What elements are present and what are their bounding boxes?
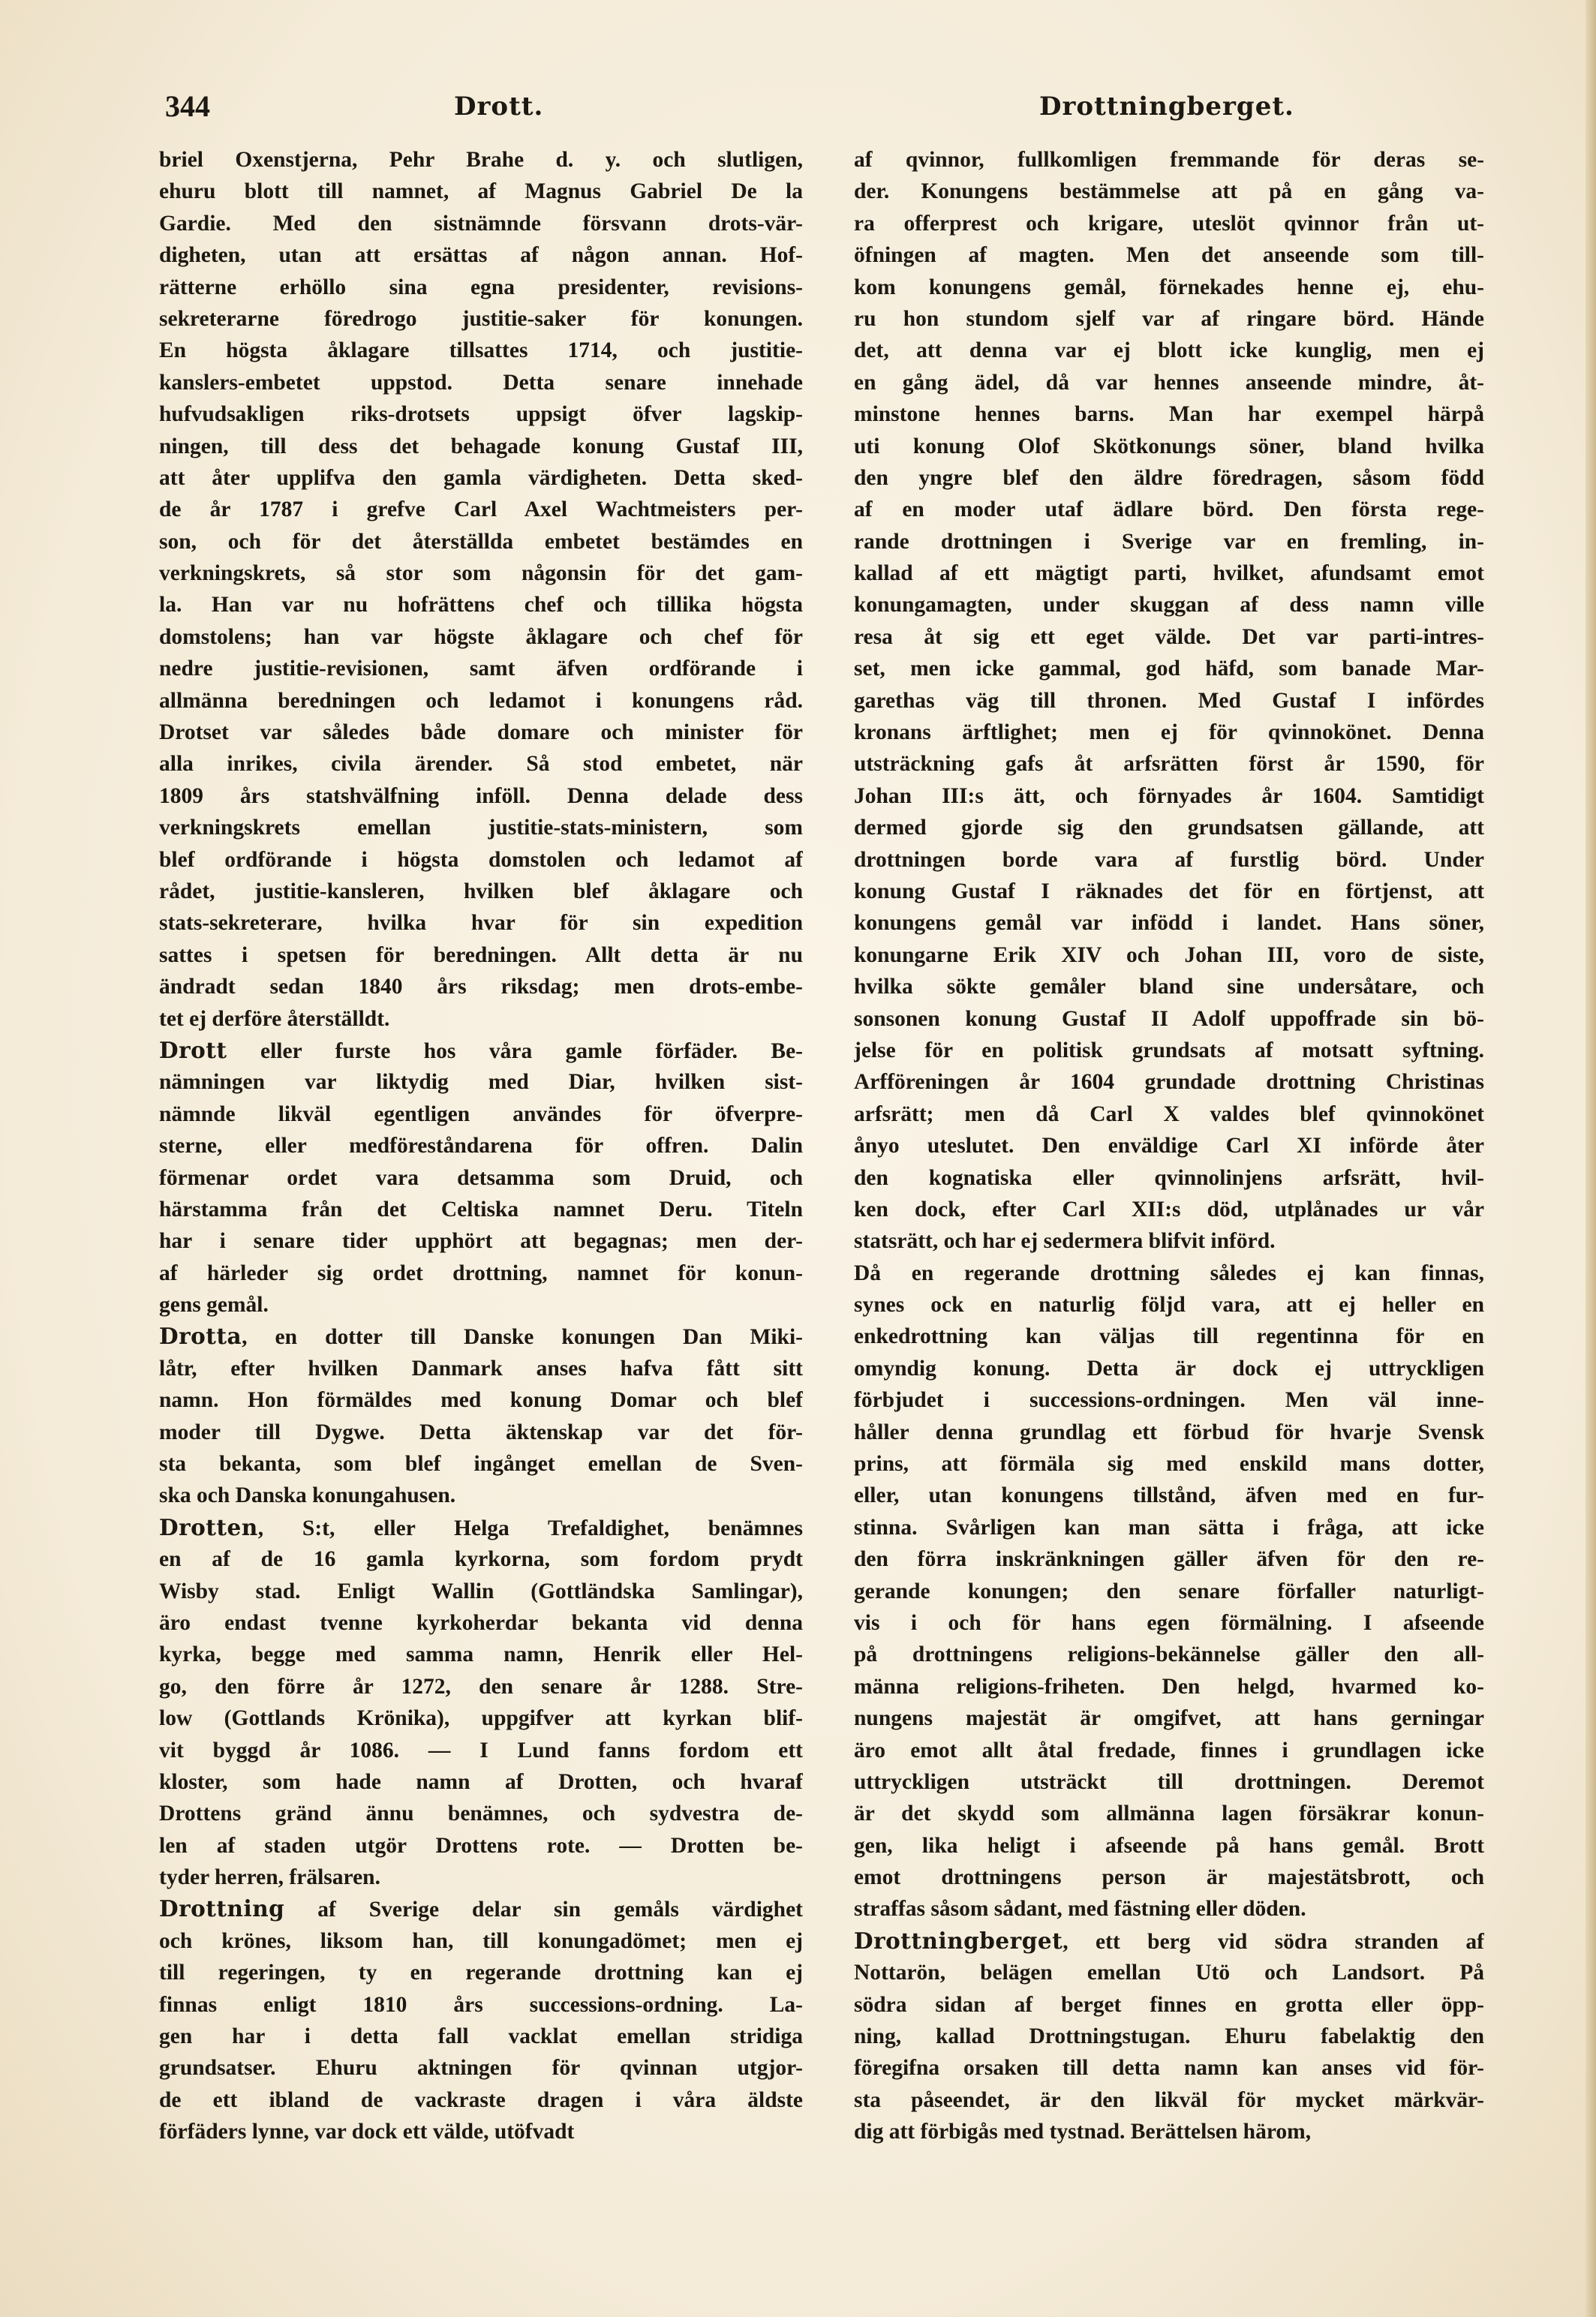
entry-headword: Drottning — [159, 1895, 285, 1922]
text-column-right — [854, 144, 1484, 2148]
text-line: domstolens; han var högste åklagare och chef för — [159, 624, 803, 649]
text-line: resa åt sig ett eget välde. Det var parti-intres- — [854, 624, 1484, 649]
text-line: konungarne Erik XIV och Johan III, voro de siste, — [854, 942, 1484, 967]
text-line: briel Oxenstjerna, Pehr Brahe d. y. och slutligen, — [159, 148, 803, 172]
text-line: dermed gjorde sig den grundsatsen gällande, att — [854, 816, 1484, 840]
text-line: omyndig konung. Detta är dock ej uttryckligen — [854, 1356, 1484, 1381]
text-line: Johan III:s ätt, och förnyades år 1604. Samtidigt — [854, 783, 1484, 808]
text-line: har i senare tider upphört att begagnas; men der- — [159, 1229, 803, 1254]
text-line: Wisby stad. Enligt Wallin (Gottländska Samlingar), — [159, 1579, 803, 1603]
text-line: digheten, utan att ersättas af någon annan. Hof- — [159, 243, 803, 268]
text-line: son, och för det återställda embetet bestämdes en — [159, 529, 803, 554]
text-line: rätterne erhöllo sina egna presidenter, revisions- — [159, 275, 803, 299]
text-line: Drotset var således både domare och minister för — [159, 720, 803, 745]
text-line: en af de 16 gamla kyrkorna, som fordom prydt — [159, 1547, 803, 1572]
text-line: namn. Hon förmäldes med konung Domar och blef — [159, 1388, 803, 1413]
text-line: verkningskrets, så stor som någonsin för det gam- — [159, 561, 803, 586]
text-line: sterne, eller medföreståndarena för offren. Dalin — [159, 1134, 803, 1158]
text-line: den yngre blef den äldre föredragen, såsom född — [854, 465, 1484, 490]
page-number: 344 — [165, 89, 210, 123]
text-line: ru hon stundom sjelf var af ringare börd. Hände — [854, 306, 1484, 331]
text-line: Drottningberget, ett berg vid södra stranden af — [854, 1927, 1484, 1954]
text-line: kanslers-embetet uppstod. Detta senare innehade — [159, 370, 803, 395]
text-line: grundsatser. Ehuru aktningen för qvinnan utgjor- — [159, 2056, 803, 2081]
text-line: den kognatiska eller qvinnolinjens arfsrätt, hvil- — [854, 1165, 1484, 1190]
text-line: eller, utan konungens tillstånd, äfven med en fur- — [854, 1483, 1484, 1508]
text-line: gen har i detta fall vacklat emellan stridiga — [159, 2024, 803, 2049]
text-line: dig att förbigås med tystnad. Berättelsen härom, — [854, 2120, 1312, 2144]
text-line: finnas enligt 1810 års successions-ordning. La- — [159, 1992, 803, 2017]
text-line: emot drottningens person är majestätsbrott, och — [854, 1865, 1484, 1890]
text-line: blef ordförande i högsta domstolen och ledamot af — [159, 847, 803, 872]
text-line: der. Konungens bestämmelse att på en gång va- — [854, 179, 1484, 204]
text-line: sonsonen konung Gustaf II Adolf uppoffrade sin bö- — [854, 1006, 1484, 1031]
text-line: Arfföreningen år 1604 grundade drottning Christinas — [854, 1070, 1484, 1095]
text-line: kloster, som hade namn af Drotten, och hvaraf — [159, 1769, 803, 1794]
text-line: alla inrikes, civila ärender. Så stod embetet, när — [159, 752, 803, 777]
text-line: på drottningens religions-bekännelse gäller den all- — [854, 1642, 1484, 1667]
text-line: jelse för en politisk grundsats af motsatt syftning. — [854, 1038, 1484, 1062]
text-line: håller denna grundlag ett förbud för hvarje Svensk — [854, 1420, 1484, 1444]
text-column-left — [159, 144, 803, 2148]
text-line: kronans ärftlighet; men ej för qvinnokönet. Denna — [854, 720, 1484, 745]
text-line: straffas såsom sådant, med fästning eller döden. — [854, 1897, 1306, 1922]
right-running-head: Drottningberget. — [1039, 92, 1294, 122]
text-line: Gardie. Med den sistnämnde försvann drots-vär- — [159, 211, 803, 236]
text-line: sekreterarne föredrogo justitie-saker för konungen. — [159, 306, 803, 331]
text-line: hufvudsakligen riks-drotsets uppsigt öfver lagskip- — [159, 402, 803, 427]
text-line: gen, lika heligt i afseende på hans gemål. Brott — [854, 1833, 1484, 1858]
text-line: utsträckning gafs åt arfsrätten först år 1590, för — [854, 752, 1484, 777]
text-line: nedre justitie-revisionen, samt äfven ordförande i — [159, 657, 803, 681]
text-line: förfäders lynne, var dock ett välde, utöfvadt — [159, 2120, 575, 2144]
text-line: nämnde likväl egentligen användes för öfverpre- — [159, 1101, 803, 1126]
text-line: Nottarön, belägen emellan Utö och Landsort. På — [854, 1961, 1484, 1985]
text-line: synes ock en naturlig följd vara, att ej heller en — [854, 1293, 1484, 1318]
text-line: sattes i spetsen för beredningen. Allt detta är nu — [159, 942, 803, 967]
text-line: Drotta, en dotter till Danske konungen Dan Miki- — [159, 1323, 803, 1350]
text-line: garethas väg till thronen. Med Gustaf I infördes — [854, 688, 1484, 713]
text-line: låtr, efter hvilken Danmark anses hafva fått sitt — [159, 1356, 803, 1381]
text-line: konungamagten, under skuggan af dess namn ville — [854, 593, 1484, 618]
text-line: äro emot allt åtal fredade, finnes i grundlagen icke — [854, 1738, 1484, 1763]
text-line: moder till Dygwe. Detta äktenskap var det för- — [159, 1420, 803, 1444]
text-line: föregifna orsaken till detta namn kan anses vid för- — [854, 2056, 1484, 2081]
text-line: rande drottningen i Sverige var en fremling, in- — [854, 529, 1484, 554]
text-line: det, att denna var ej blott icke kunglig, men ej — [854, 338, 1484, 363]
text-line: ska och Danska konungahusen. — [159, 1483, 456, 1508]
text-line: härstamma från det Celtiska namnet Deru. Titeln — [159, 1197, 803, 1222]
entry-headword: Drotta — [159, 1323, 242, 1350]
text-line: Drottning af Sverige delar sin gemåls värdighet — [159, 1895, 803, 1922]
text-line: ånyo uteslutet. Den enväldige Carl XI införde åter — [854, 1134, 1484, 1158]
text-line: Drottens gränd ännu benämnes, och sydvestra de- — [159, 1802, 803, 1826]
text-line: den förra inskränkningen gäller äfven för den re- — [854, 1547, 1484, 1572]
text-line: Då en regerande drottning således ej kan finnas, — [854, 1261, 1484, 1285]
text-line: uttryckligen utsträckt till drottningen. Deremot — [854, 1769, 1484, 1794]
text-line: verkningskrets emellan justitie-stats-ministern, som — [159, 816, 803, 840]
text-line: stinna. Svårligen kan man sätta i fråga, att icke — [854, 1515, 1484, 1540]
entry-headword: Drottningberget — [854, 1927, 1063, 1954]
text-line: och krönes, liksom han, till konungadömet; men ej — [159, 1928, 803, 1953]
text-line: ra offerprest och krigare, uteslöt qvinnor från ut- — [854, 211, 1484, 236]
text-line: sta bekanta, som blef ingånget emellan de Sven- — [159, 1452, 803, 1477]
text-line: af härleder sig ordet drottning, namnet för konun- — [159, 1261, 803, 1285]
text-line: ändradt sedan 1840 års riksdag; men drots-embe- — [159, 975, 803, 999]
text-line: len af staden utgör Drottens rote. — Drotten be- — [159, 1833, 803, 1858]
text-line: arfsrätt; men då Carl X valdes blef qvinnokönet — [854, 1101, 1484, 1126]
text-line: minstone hennes barns. Man har exempel härpå — [854, 402, 1484, 427]
text-line: set, men icke gammal, god häfd, som banade Mar- — [854, 657, 1484, 681]
text-line: gerande konungen; den senare förfaller naturligt- — [854, 1579, 1484, 1603]
text-line: vis i och för hans egen förmälning. I afseende — [854, 1610, 1484, 1635]
text-line: kom konungens gemål, förnekades henne ej, ehu- — [854, 275, 1484, 299]
text-line: sta påseendet, är den likväl för mycket märkvär- — [854, 2087, 1484, 2112]
text-line: prins, att förmäla sig med enskild mans dotter, — [854, 1452, 1484, 1477]
text-line: stats-sekreterare, hvilka hvar för sin expedition — [159, 911, 803, 936]
text-line: tyder herren, frälsaren. — [159, 1865, 380, 1890]
text-line: drottningen borde vara af furstlig börd. Under — [854, 847, 1484, 872]
text-line: ken dock, efter Carl XII:s död, utplånades ur vår — [854, 1197, 1484, 1222]
text-line: nämningen var liktydig med Diar, hvilken sist- — [159, 1070, 803, 1095]
text-line: vit byggd år 1086. — I Lund fanns fordom ett — [159, 1738, 803, 1763]
text-line: ning, kallad Drottningstugan. Ehuru fabelaktig den — [854, 2024, 1484, 2049]
text-line: allmänna beredningen och ledamot i konungens råd. — [159, 688, 803, 713]
text-line: enkedrottning kan väljas till regentinna för en — [854, 1324, 1484, 1349]
text-line: konungens gemål var infödd i landet. Hans söner, — [854, 911, 1484, 936]
text-line: statsrätt, och har ej sedermera blifvit införd. — [854, 1229, 1276, 1254]
entry-headword: Drott — [159, 1036, 227, 1063]
text-line: männa religions-friheten. Den helgd, hvarmed ko- — [854, 1674, 1484, 1699]
text-line: tet ej derföre återställdt. — [159, 1006, 390, 1031]
text-line: att åter upplifva den gamla värdigheten. Detta sked- — [159, 465, 803, 490]
left-running-head: Drott. — [454, 92, 544, 122]
text-line: till regeringen, ty en regerande drottning kan ej — [159, 1961, 803, 1985]
text-line: nungens majestät är omgifvet, att hans gerningar — [854, 1706, 1484, 1731]
text-line: rådet, justitie-kansleren, hvilken blef åklagare och — [159, 879, 803, 903]
text-line: la. Han var nu hofrättens chef och tillika högsta — [159, 593, 803, 618]
text-line: södra sidan af berget finnes en grotta eller öpp- — [854, 1992, 1484, 2017]
text-line: go, den förre år 1272, den senare år 1288. Stre- — [159, 1674, 803, 1699]
text-line: low (Gottlands Krönika), uppgifver att kyrkan blif- — [159, 1706, 803, 1731]
text-line: kallad af ett mägtigt parti, hvilket, afundsamt emot — [854, 561, 1484, 586]
text-line: 1809 års statshvälfning inföll. Denna delade dess — [159, 783, 803, 808]
text-line: af en moder utaf ädlare börd. Den första rege- — [854, 497, 1484, 522]
page-edge-shadow — [1585, 0, 1596, 2317]
text-line: en gång ädel, då var hennes anseende mindre, åt- — [854, 370, 1484, 395]
text-line: Drott eller furste hos våra gamle förfäder. Be- — [159, 1036, 803, 1063]
text-line: En högsta åklagare tillsattes 1714, och justitie- — [159, 338, 803, 363]
entry-headword: Drotten — [159, 1513, 258, 1540]
text-line: kyrka, begge med samma namn, Henrik eller Hel- — [159, 1642, 803, 1667]
text-line: Drotten, S:t, eller Helga Trefaldighet, benämnes — [159, 1513, 803, 1540]
text-line: hvilka sökte gemåler bland sine undersåtare, och — [854, 975, 1484, 999]
text-line: ningen, till dess det behagade konung Gustaf III, — [159, 434, 803, 458]
text-line: af qvinnor, fullkomligen fremmande för deras se- — [854, 148, 1484, 172]
text-line: de ett ibland de vackraste dragen i våra äldste — [159, 2087, 803, 2112]
text-line: förbjudet i successions-ordningen. Men väl inne- — [854, 1388, 1484, 1413]
text-line: ehuru blott till namnet, af Magnus Gabriel De la — [159, 179, 803, 204]
text-line: är det skydd som allmänna lagen försäkrar konun- — [854, 1802, 1484, 1826]
text-line: förmenar ordet vara detsamma som Druid, och — [159, 1165, 803, 1190]
text-line: äro endast tvenne kyrkoherdar bekanta vid denna — [159, 1610, 803, 1635]
text-line: gens gemål. — [159, 1293, 269, 1318]
text-line: uti konung Olof Skötkonungs söner, bland hvilka — [854, 434, 1484, 458]
running-header — [165, 89, 1306, 134]
text-line: de år 1787 i grefve Carl Axel Wachtmeisters per- — [159, 497, 803, 522]
text-line: konung Gustaf I räknades det för en förtjenst, att — [854, 879, 1484, 903]
text-line: öfningen af magten. Men det anseende som till- — [854, 243, 1484, 268]
